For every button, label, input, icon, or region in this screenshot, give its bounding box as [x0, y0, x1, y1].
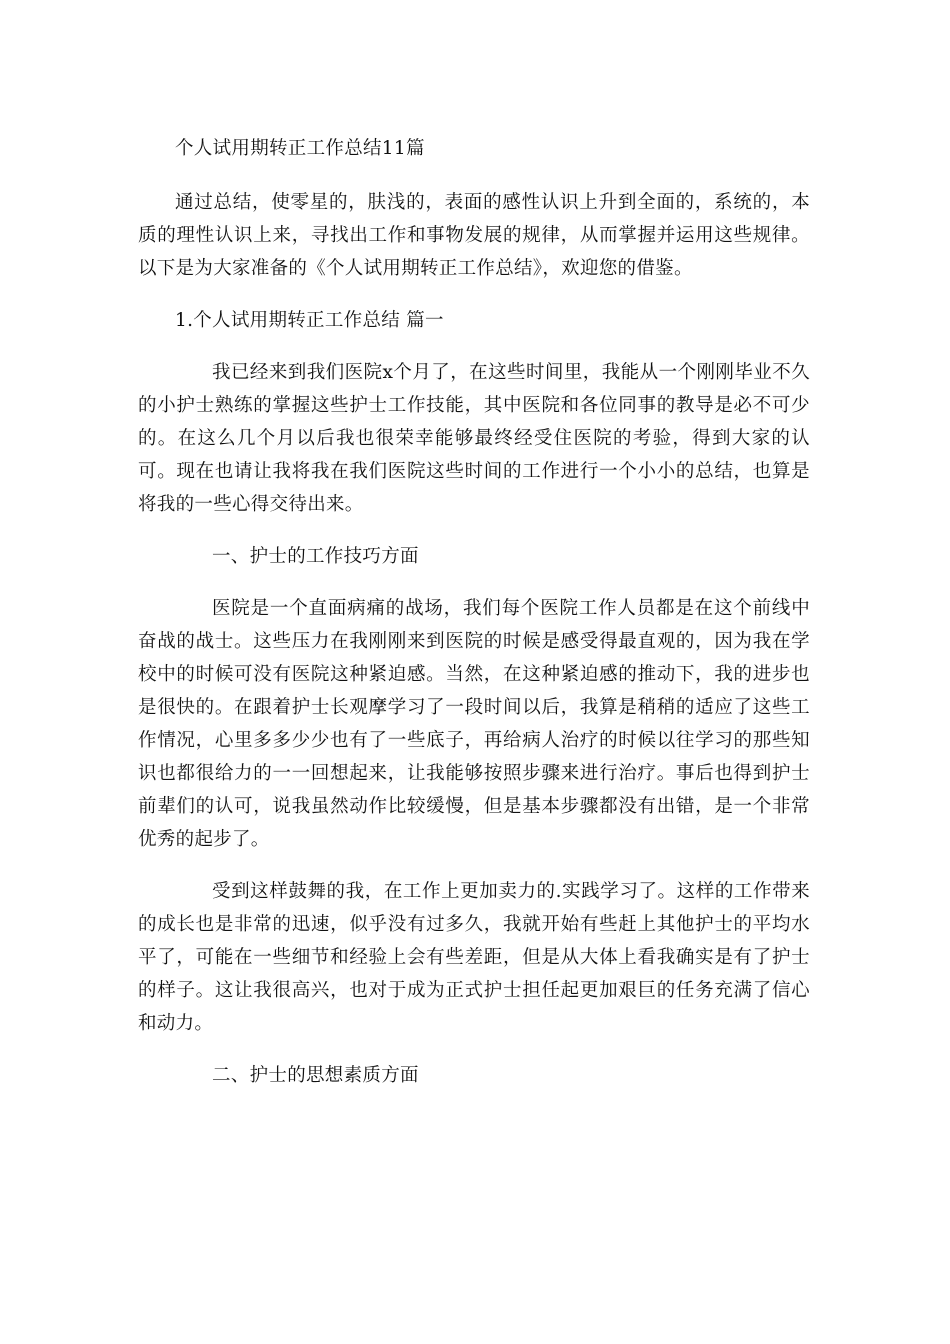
section-heading: 1.个人试用期转正工作总结 篇一 — [175, 310, 444, 331]
body-paragraph-1: 我已经来到我们医院x个月了，在这些时间里，我能从一个刚刚毕业不久的小护士熟练的掌握这些护士工作技能，其中医院和各位同事的教导是必不可少的。在这么几个月以后我也很荣幸能够最终经受住医院的考验，得到大家的认可。现在也请让我将我在我们医院这些时间的工作进行一个小小的总结，也算是将我的一些心得交待出来。 — [138, 362, 810, 515]
body-paragraph-2: 医院是一个直面病痛的战场，我们每个医院工作人员都是在这个前线中奋战的战士。这些压力在我刚刚来到医院的时候是感受得最直观的，因为我在学校中的时候可没有医院这种紧迫感。当然，在这种紧迫感的推动下，我的进步也是很快的。在跟着护士长观摩学习了一段时间以后，我算是稍稍的适应了这些工作情况，心里多多少少也有了一些底子，再给病人治疗的时候以往学习的那些知识也都很给力的一一回想起来，让我能够按照步骤来进行治疗。事后也得到护士前辈们的认可，说我虽然动作比较缓慢，但是基本步骤都没有出错，是一个非常优秀的起步了。 — [138, 598, 810, 850]
sub-heading-1: 一、护士的工作技巧方面 — [212, 546, 419, 567]
intro-paragraph: 通过总结，使零星的，肤浅的，表面的感性认识上升到全面的，系统的，本质的理性认识上来，寻找出工作和事物发展的规律，从而掌握并运用这些规律。以下是为大家准备的《个人试用期转正工作总结》，欢迎您的借鉴。 — [138, 192, 810, 279]
document-content — [138, 132, 810, 1111]
document-title: 个人试用期转正工作总结11篇 — [175, 138, 425, 159]
sub-heading-2: 二、护士的思想素质方面 — [212, 1065, 419, 1086]
body-paragraph-3: 受到这样鼓舞的我，在工作上更加卖力的.实践学习了。这样的工作带来的成长也是非常的迅速，似乎没有过多久，我就开始有些赶上其他护士的平均水平了，可能在一些细节和经验上会有些差距，但是从大体上看我确实是有了护士的样子。这让我很高兴，也对于成为正式护士担任起更加艰巨的任务充满了信心和动力。 — [138, 881, 810, 1034]
